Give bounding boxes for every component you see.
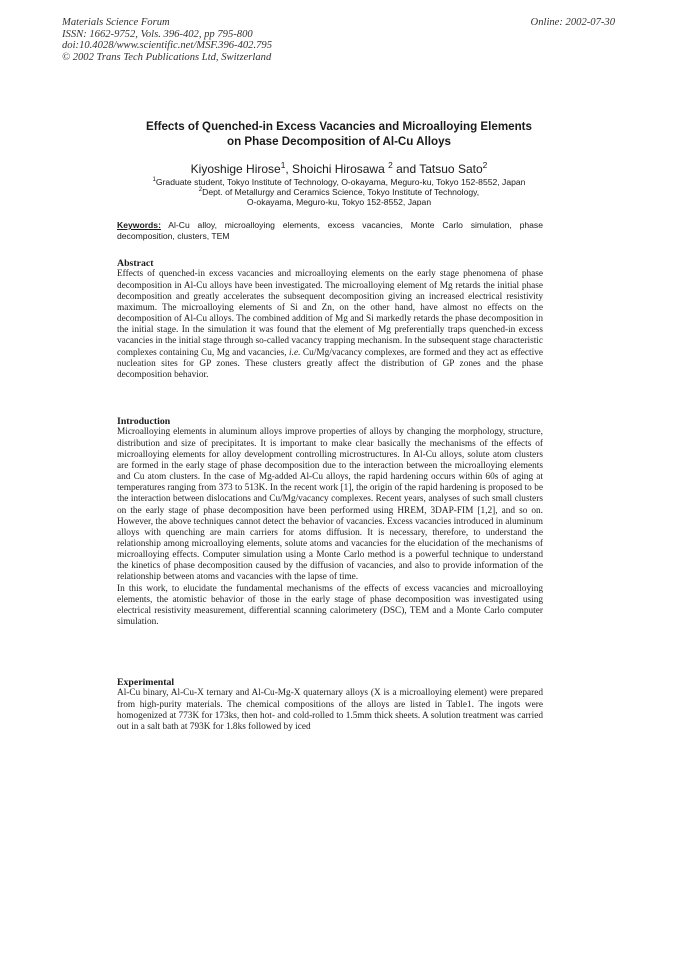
abstract-text-b: Cu/Mg/vacancy complexes, are formed and they act as effective nucleation sites for GP zones. These clusters greatly affect the distribution of GP zones and the phase decomposition behavior. — [117, 347, 543, 380]
introduction-paragraph-1: Microalloying elements in aluminum alloys improve properties of alloys by changing the morphology, structure, distribution and size of precipitates. It is important to make clear basically the mechanisms of the effects of microalloying elements for alloy development controlling microstructures. In Al-Cu alloys, solute atom clusters are formed in the early stage of phase decomposition due to the interaction between the microalloying elements and Cu atom clusters. In the case of Mg-added Al-Cu alloys, the rapid hardening occurs within 60s of aging at temperatures ranging from 373 to 513K. In the recent work [1], the origin of the rapid hardening is proposed to be the interaction between dislocations and Cu/Mg/vacancy complexes. Recent years, analyses of such small clusters on the early stage of phase decomposition have been performed using HREM, 3DAP-FIM [1,2], and so on. However, the above techniques cannot detect the behavior of vacancies. Excess vacancies introduced in aluminum alloys with quenching are main carriers for atoms diffusion. It is necessary, therefore, to understand the relationship among microalloying elements, solute atoms and vacancies for the elucidation of the mechanisms of microalloying effects. Computer simulation using a Monte Carlo method is a powerful technique to understand the kinetics of phase decomposition caused by the diffusion of vacancies, and also to provide information of the relationship between atoms and vacancies with the lapse of time. — [117, 427, 543, 583]
affiliation-2-address: O-okayama, Meguro-ku, Tokyo 152-8552, Japan — [246, 197, 432, 208]
keywords — [117, 220, 543, 242]
introduction-section — [117, 416, 543, 628]
affiliation-1 — [100, 177, 578, 187]
keywords-label: Keywords: — [117, 220, 161, 230]
introduction-heading: Introduction — [117, 416, 171, 427]
abstract-text — [117, 269, 543, 381]
online-date: Online: 2002-07-30 — [530, 17, 615, 28]
author-1: Kiyoshige Hirose — [190, 162, 281, 176]
affiliation-2-mark: 2 — [198, 187, 203, 194]
experimental-text: Al-Cu binary, Al-Cu-X ternary and Al-Cu-Mg-X quaternary alloys (X is a microalloying element) were prepared from high-purity materials. The chemical compositions of the alloys are listed in Table1. The ingots were homogenized at 773K for 173ks, then hot- and cold-rolled to 1.5mm thick sheets. A solution treatment was carried out in a salt bath at 793K for 1.8ks followed by iced — [117, 688, 543, 732]
introduction-paragraph-2: In this work, to elucidate the fundamental mechanisms of the effects of excess vacancies and microalloying elements, the atomistic behavior of those in the early stage of phase decomposition was investigated using electrical resistivity measurement, differential scanning calorimetery (DSC), TEM and a Monte Carlo computer simulation. — [117, 583, 543, 628]
affiliation-2-text: Dept. of Metallurgy and Ceramics Science, Tokyo Institute of Technology, — [202, 187, 480, 198]
doi-line: doi:10.4028/www.scientific.net/MSF.396-402.795 — [62, 40, 272, 52]
author-3: and Tatsuo Sato — [392, 162, 483, 176]
author-2: , Shoichi Hirosawa — [285, 162, 389, 176]
title-line-2: on Phase Decomposition of Al-Cu Alloys — [227, 134, 451, 148]
journal-name: Materials Science Forum — [62, 17, 170, 28]
paper-title — [100, 120, 578, 149]
affiliation-1-text: Graduate student, Tokyo Institute of Technology, O-okayama, Meguro-ku, Tokyo 152-8552, Japan — [155, 177, 526, 187]
experimental-section — [117, 677, 543, 733]
abstract-heading: Abstract — [117, 258, 154, 269]
author-list — [100, 162, 578, 177]
abstract-ie: i.e. — [289, 347, 301, 358]
issn-line: ISSN: 1662-9752, Vols. 396-402, pp 795-800 — [62, 28, 253, 40]
author-3-affil-mark: 2 — [482, 160, 488, 170]
affiliation-2 — [100, 187, 578, 197]
journal-info — [62, 17, 272, 63]
abstract-section — [117, 258, 543, 381]
abstract-text-a: Effects of quenched-in excess vacancies and microalloying elements on the early stage phenomena of phase decomposition in Al-Cu alloys have been investigated. The microalloying element of Mg retards the initial phase decomposition and greatly accelerates the subsequent decomposition giving an increased electrical resistivity maximum. The microalloying elements of Si and Zn, on the other hand, have almost no effects on the decomposition of Al-Cu alloys. The combined addition of Mg and Si markedly retards the phase decomposition in the initial stage. In the simulation it was found that the element of Mg preferentially traps quenched-in excess vacancies in the initial stage through so-called vacancy trapping mechanism. In the subsequent stage characteristic complexes containing Cu, Mg and vacancies, — [117, 269, 543, 358]
title-line-1: Effects of Quenched-in Excess Vacancies and Microalloying Elements — [146, 120, 532, 133]
affiliation-1-mark: 1 — [152, 177, 156, 184]
affiliations — [100, 177, 578, 208]
experimental-heading: Experimental — [117, 677, 175, 688]
keywords-text: Al-Cu alloy, microalloying elements, excess vacancies, Monte Carlo simulation, phase decomposition, clusters, TEM — [117, 220, 543, 241]
author-2-affil-mark: 2 — [388, 160, 393, 170]
copyright-line: © 2002 Trans Tech Publications Ltd, Switzerland — [62, 51, 272, 63]
author-1-affil-mark: 1 — [280, 160, 286, 170]
